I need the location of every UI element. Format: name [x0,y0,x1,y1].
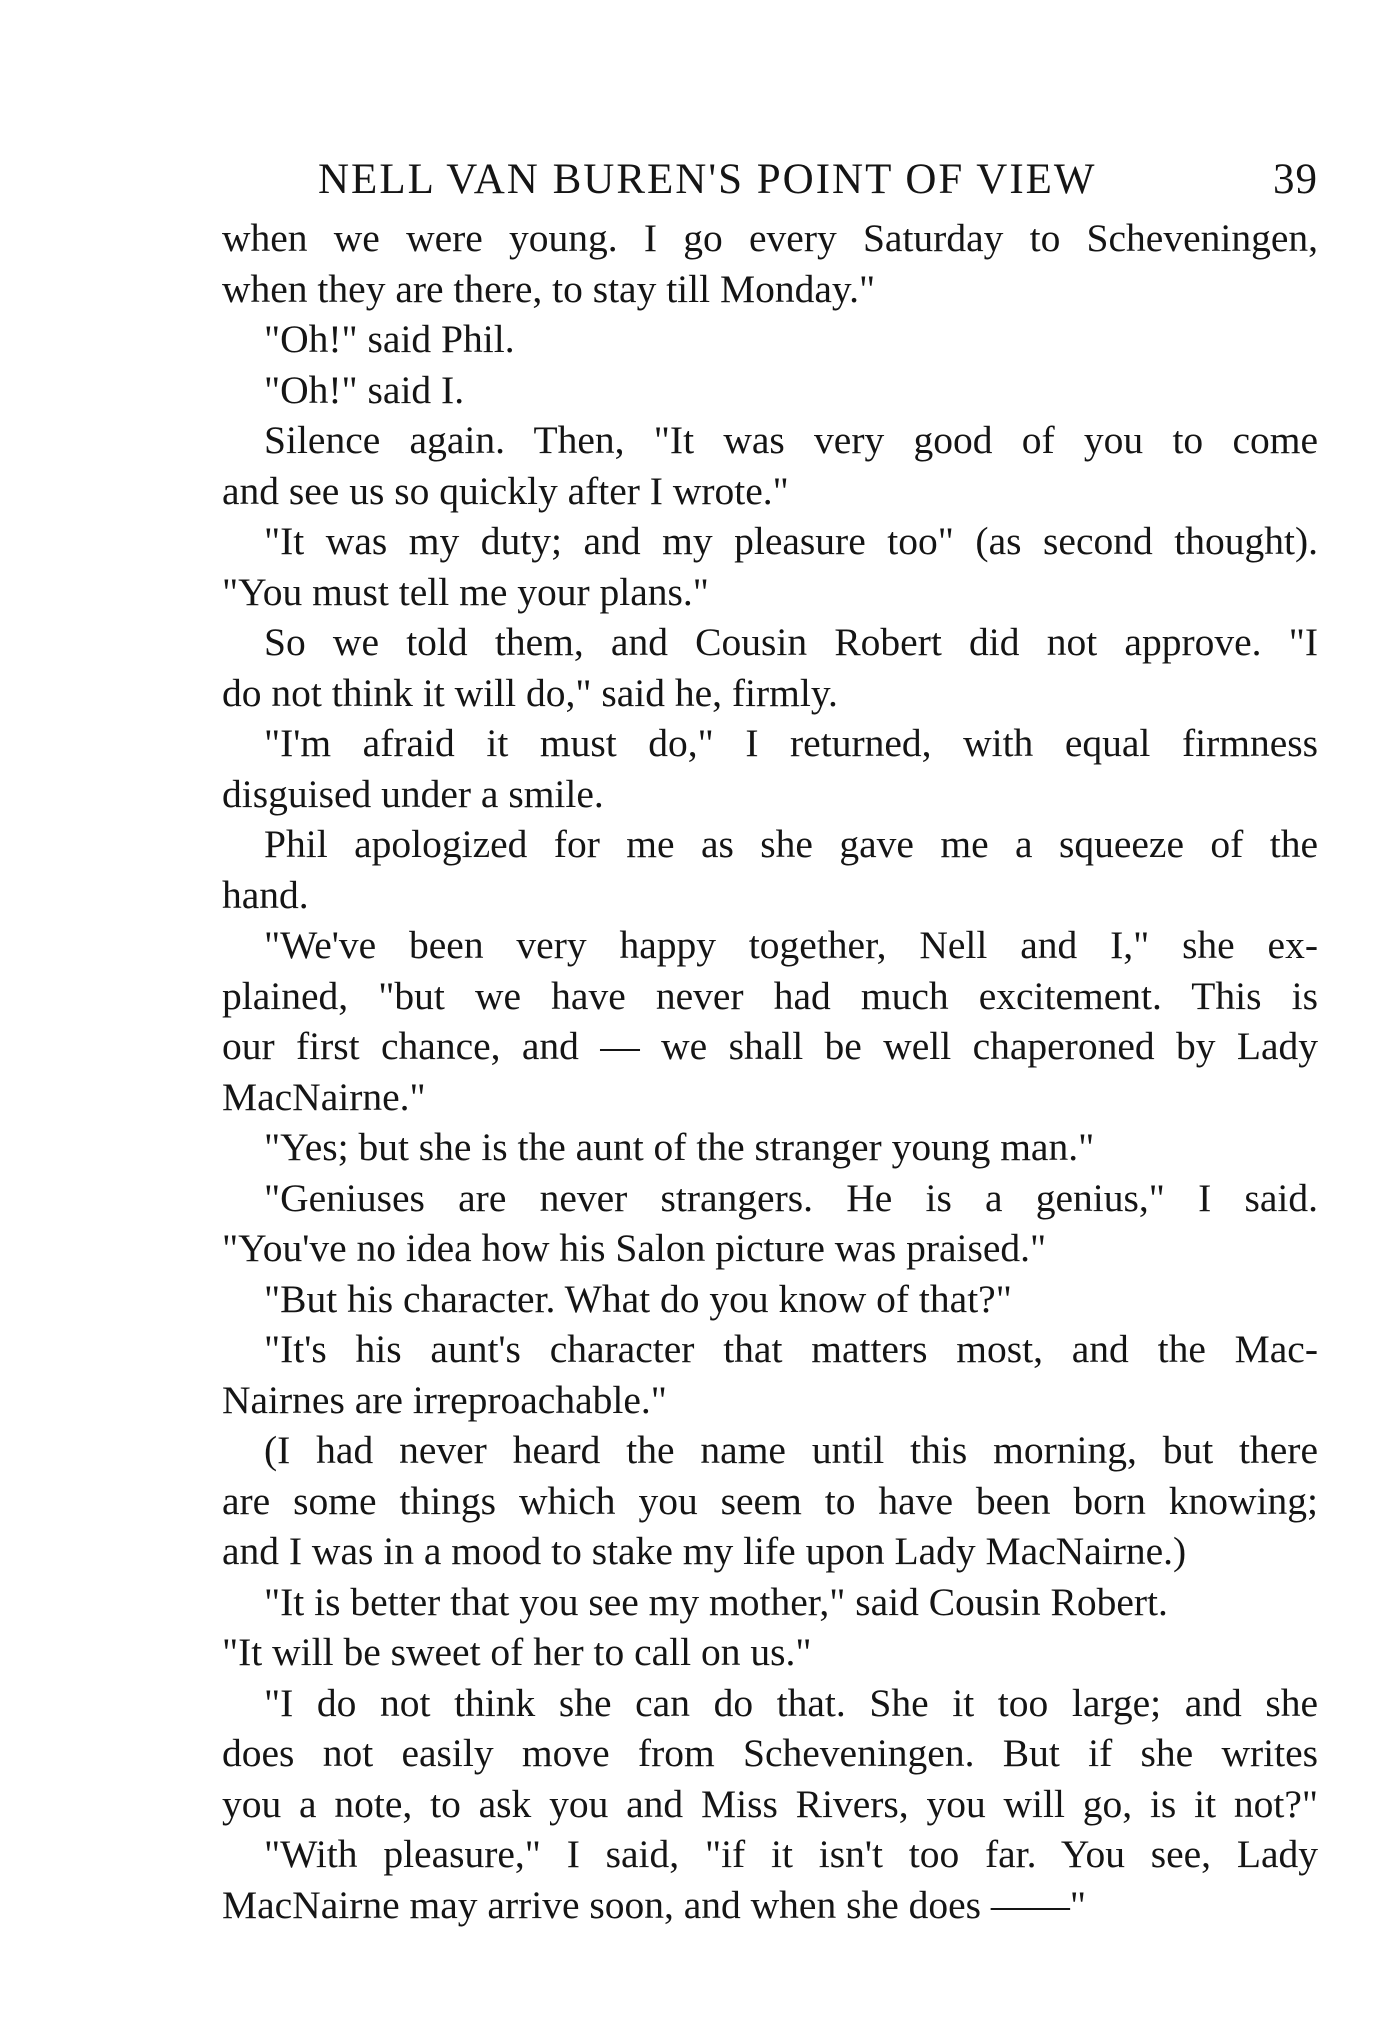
text-line: are some things which you seem to have been born knowing; [222,1478,1318,1523]
page-number: 39 [1273,156,1318,203]
text-line: MacNairne." [222,1074,426,1119]
text-line: Silence again. Then, "It was very good of you to come [264,418,1318,462]
text-line: disguised under a smile. [222,771,604,816]
text-line: "You must tell me your plans." [222,569,709,614]
text-line: "With pleasure," I said, "if it isn't too far. You see, Lady [264,1832,1318,1876]
text-line: "I'm afraid it must do," I returned, with equal firmness [264,721,1318,765]
text-line: "Oh!" said Phil. [264,317,515,361]
text-line: "It was my duty; and my pleasure too" (as second thought). [264,519,1318,563]
text-line: So we told them, and Cousin Robert did not approve. "I [264,620,1318,664]
text-line: when we were young. I go every Saturday to Scheveningen, [222,216,1318,260]
text-line: Nairnes are irreproachable." [222,1377,667,1422]
running-head: NELL VAN BUREN'S POINT OF VIEW [318,156,1097,203]
text-line: do not think it will do," said he, firmly. [222,670,838,715]
text-line: our first chance, and — we shall be well chaperoned by Lady [222,1024,1318,1068]
text-line: does not easily move from Scheveningen. But if she writes [222,1731,1318,1775]
text-line: and I was in a mood to stake my life upon Lady MacNairne.) [222,1529,1187,1573]
text-line: "It's his aunt's character that matters most, and the Mac- [264,1327,1318,1371]
text-line: "Geniuses are never strangers. He is a genius," I said. [264,1175,1318,1220]
page-header [318,150,1318,210]
text-line: hand. [222,872,309,917]
text-line: "We've been very happy together, Nell and I," she ex- [264,923,1318,967]
text-line: plained, "but we have never had much excitement. This is [222,973,1318,1018]
text-line: you a note, to ask you and Miss Rivers, you will go, is it not?" [222,1781,1318,1826]
text-line: "I do not think she can do that. She it too large; and she [264,1680,1318,1725]
text-line: when they are there, to stay till Monday." [222,266,876,311]
text-line: "Yes; but she is the aunt of the stranger young man." [264,1125,1095,1169]
body-text [222,213,1318,1930]
text-line: "You've no idea how his Salon picture was praised." [222,1226,1047,1270]
text-line: "It will be sweet of her to call on us." [222,1630,812,1674]
text-line: "But his character. What do you know of that?" [264,1276,1012,1321]
text-line: Phil apologized for me as she gave me a squeeze of the [264,822,1318,866]
text-line: "It is better that you see my mother," said Cousin Robert. [264,1579,1168,1624]
text-line: and see us so quickly after I wrote." [222,468,789,513]
text-line: (I had never heard the name until this morning, but there [264,1428,1318,1472]
text-line: "Oh!" said I. [264,367,465,412]
text-line: MacNairne may arrive soon, and when she does ——" [222,1882,1087,1927]
